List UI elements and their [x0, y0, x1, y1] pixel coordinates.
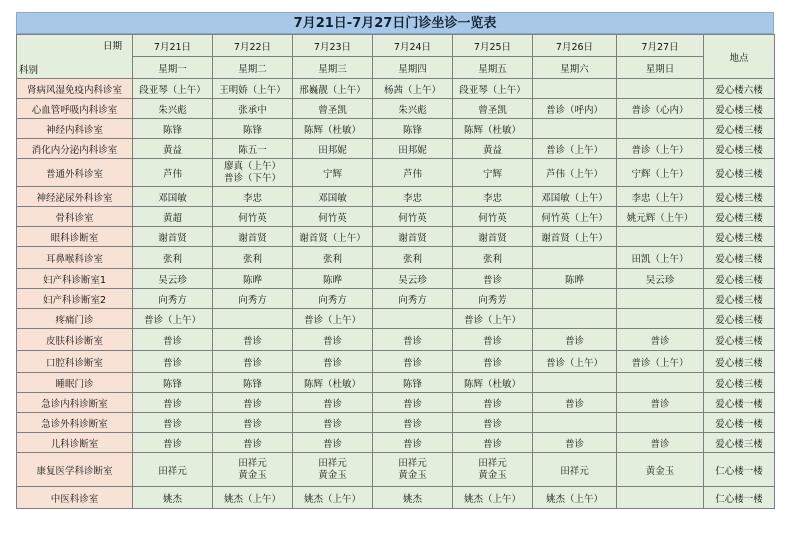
schedule-cell — [533, 247, 617, 269]
schedule-line: 黄金玉 — [478, 469, 507, 481]
schedule-cell: 田邦妮 — [373, 139, 453, 159]
schedule-cell: 邓国敏（上午） — [533, 187, 617, 207]
schedule-line: 田祥元 — [318, 457, 347, 469]
schedule-cell: 陈五一 — [213, 139, 293, 159]
schedule-cell: 朱兴彪 — [373, 99, 453, 119]
table-row — [17, 373, 775, 393]
location-cell: 爱心楼三楼 — [704, 187, 775, 207]
department-name: 消化内分泌内科诊室 — [17, 139, 133, 159]
schedule-cell: 陈辉（杜敏） — [453, 119, 533, 139]
department-name: 普通外科诊室 — [17, 159, 133, 187]
schedule-cell: 姚杰（上午） — [453, 487, 533, 509]
schedule-cell — [373, 453, 453, 487]
schedule-cell — [617, 413, 704, 433]
table-row — [17, 247, 775, 269]
department-name: 皮肤科诊断室 — [17, 329, 133, 351]
schedule-cell: 普诊 — [293, 351, 373, 373]
department-name: 中医科诊室 — [17, 487, 133, 509]
sheet-title: 7月21日-7月27日门诊坐诊一览表 — [16, 12, 774, 34]
schedule-cell — [617, 79, 704, 99]
schedule-cell: 普诊 — [373, 413, 453, 433]
schedule-cell: 普诊（心内） — [617, 99, 704, 119]
schedule-cell: 普诊（上午） — [533, 351, 617, 373]
schedule-cell: 姚杰 — [133, 487, 213, 509]
schedule-line: 田祥元 — [238, 457, 267, 469]
schedule-cell: 邢巍靓（上午） — [293, 79, 373, 99]
schedule-cell: 曾圣凯 — [453, 99, 533, 119]
department-name: 儿科诊断室 — [17, 433, 133, 453]
schedule-cell: 陈锋 — [213, 119, 293, 139]
schedule-cell: 段亚琴（上午） — [453, 79, 533, 99]
schedule-cell: 普诊 — [453, 413, 533, 433]
schedule-cell: 普诊 — [617, 433, 704, 453]
schedule-cell: 张利 — [453, 247, 533, 269]
schedule-cell: 陈晔 — [213, 269, 293, 289]
schedule-cell: 普诊 — [133, 329, 213, 351]
location-cell: 爱心楼三楼 — [704, 99, 775, 119]
schedule-cell: 普诊（上午） — [293, 309, 373, 329]
table-row — [17, 351, 775, 373]
header-date: 7月26日 — [533, 35, 617, 57]
schedule-line: 廖真（上午） — [223, 160, 281, 172]
schedule-line: 黄金玉 — [398, 469, 427, 481]
schedule-cell — [293, 453, 373, 487]
table-row — [17, 79, 775, 99]
schedule-cell: 芦伟 — [133, 159, 213, 187]
schedule-cell: 普诊 — [533, 433, 617, 453]
schedule-cell: 普诊 — [453, 433, 533, 453]
location-cell: 爱心楼三楼 — [704, 119, 775, 139]
table-row — [17, 433, 775, 453]
schedule-cell — [533, 309, 617, 329]
header-date: 7月27日 — [617, 35, 704, 57]
header-date: 7月24日 — [373, 35, 453, 57]
location-cell: 爱心楼三楼 — [704, 247, 775, 269]
schedule-cell: 谢首贤 — [373, 227, 453, 247]
schedule-cell: 向秀方 — [133, 289, 213, 309]
schedule-cell: 普诊（上午） — [533, 139, 617, 159]
schedule-cell — [533, 413, 617, 433]
schedule-cell — [533, 289, 617, 309]
schedule-cell: 何竹英 — [453, 207, 533, 227]
location-cell: 爱心楼三楼 — [704, 373, 775, 393]
schedule-cell: 普诊 — [373, 329, 453, 351]
schedule-cell: 普诊 — [373, 393, 453, 413]
schedule-cell: 普诊 — [453, 329, 533, 351]
department-name: 神经泌尿外科诊室 — [17, 187, 133, 207]
schedule-cell: 王明娇（上午） — [213, 79, 293, 99]
schedule-cell: 向秀方 — [373, 289, 453, 309]
schedule-cell: 陈辉（杜敏） — [453, 373, 533, 393]
schedule-cell: 普诊 — [133, 351, 213, 373]
schedule-cell: 普诊（呼内） — [533, 99, 617, 119]
schedule-cell: 张利 — [213, 247, 293, 269]
location-cell: 爱心楼三楼 — [704, 139, 775, 159]
location-cell: 爱心楼三楼 — [704, 207, 775, 227]
schedule-cell: 普诊 — [373, 351, 453, 373]
schedule-cell: 吴云珍 — [617, 269, 704, 289]
schedule-cell: 普诊（上午） — [617, 351, 704, 373]
schedule-cell — [617, 119, 704, 139]
schedule-table — [16, 34, 775, 509]
schedule-cell: 田祥元 — [533, 453, 617, 487]
header-location: 地点 — [704, 35, 775, 79]
department-name: 妇产科诊断室1 — [17, 269, 133, 289]
table-row — [17, 139, 775, 159]
schedule-cell: 陈锋 — [373, 119, 453, 139]
schedule-cell: 黄超 — [133, 207, 213, 227]
schedule-line: 普诊（下午） — [223, 172, 281, 184]
schedule-cell: 张利 — [293, 247, 373, 269]
department-name: 神经内科诊室 — [17, 119, 133, 139]
location-cell: 爱心楼一楼 — [704, 393, 775, 413]
schedule-cell: 宁辉 — [293, 159, 373, 187]
schedule-cell: 普诊 — [213, 433, 293, 453]
header-corner — [17, 35, 133, 79]
location-cell: 爱心楼三楼 — [704, 159, 775, 187]
schedule-cell: 何竹英 — [293, 207, 373, 227]
table-row — [17, 159, 775, 187]
schedule-cell: 田祥元 — [133, 453, 213, 487]
schedule-cell: 黄金玉 — [617, 453, 704, 487]
schedule-cell — [533, 373, 617, 393]
schedule-cell: 张利 — [133, 247, 213, 269]
schedule-cell: 普诊 — [373, 433, 453, 453]
table-row — [17, 227, 775, 247]
table-row — [17, 119, 775, 139]
location-cell: 爱心楼三楼 — [704, 227, 775, 247]
header-row-dates — [17, 35, 775, 57]
location-cell: 爱心楼三楼 — [704, 289, 775, 309]
schedule-cell: 陈晔 — [533, 269, 617, 289]
schedule-cell: 张利 — [373, 247, 453, 269]
schedule-cell: 陈晔 — [293, 269, 373, 289]
schedule-cell — [533, 119, 617, 139]
department-name: 眼科诊断室 — [17, 227, 133, 247]
schedule-cell: 普诊 — [133, 393, 213, 413]
schedule-cell: 普诊 — [293, 393, 373, 413]
schedule-cell: 普诊 — [133, 413, 213, 433]
header-weekday: 星期六 — [533, 57, 617, 79]
schedule-cell: 邓国敏 — [293, 187, 373, 207]
header-date: 7月22日 — [213, 35, 293, 57]
schedule-cell — [617, 227, 704, 247]
location-cell: 仁心楼一楼 — [704, 487, 775, 509]
schedule-cell: 何竹英（上午） — [533, 207, 617, 227]
table-row — [17, 413, 775, 433]
corner-date-label: 日期 — [102, 41, 122, 52]
schedule-cell: 普诊 — [213, 329, 293, 351]
schedule-cell: 普诊 — [453, 269, 533, 289]
schedule-sheet — [16, 12, 774, 509]
schedule-cell: 普诊 — [293, 433, 373, 453]
schedule-cell: 普诊（上午） — [453, 309, 533, 329]
schedule-cell: 普诊（上午） — [617, 139, 704, 159]
header-weekday: 星期五 — [453, 57, 533, 79]
location-cell: 仁心楼一楼 — [704, 453, 775, 487]
department-name: 骨科诊室 — [17, 207, 133, 227]
schedule-cell: 张承中 — [213, 99, 293, 119]
schedule-cell: 吴云珍 — [373, 269, 453, 289]
schedule-line: 田祥元 — [478, 457, 507, 469]
schedule-cell — [453, 453, 533, 487]
schedule-cell: 曾圣凯 — [293, 99, 373, 119]
schedule-cell: 普诊 — [213, 413, 293, 433]
schedule-cell — [533, 79, 617, 99]
schedule-cell: 姚元辉（上午） — [617, 207, 704, 227]
schedule-cell: 陈锋 — [213, 373, 293, 393]
schedule-cell: 普诊 — [533, 393, 617, 413]
schedule-cell: 李忠（上午） — [617, 187, 704, 207]
schedule-cell: 邓国敏 — [133, 187, 213, 207]
schedule-cell: 田凯（上午） — [617, 247, 704, 269]
department-name: 耳鼻喉科诊室 — [17, 247, 133, 269]
header-date: 7月21日 — [133, 35, 213, 57]
table-row — [17, 487, 775, 509]
department-name: 肾病风湿免疫内科诊室 — [17, 79, 133, 99]
schedule-cell: 陈锋 — [373, 373, 453, 393]
table-row — [17, 289, 775, 309]
schedule-line: 田祥元 — [398, 457, 427, 469]
schedule-cell: 普诊 — [133, 433, 213, 453]
schedule-cell: 姚杰 — [373, 487, 453, 509]
schedule-cell: 普诊 — [617, 329, 704, 351]
department-name: 康复医学科诊断室 — [17, 453, 133, 487]
schedule-cell: 陈辉（杜敏） — [293, 373, 373, 393]
schedule-cell — [213, 309, 293, 329]
header-weekday: 星期一 — [133, 57, 213, 79]
schedule-cell: 普诊 — [617, 393, 704, 413]
schedule-cell: 普诊 — [453, 393, 533, 413]
schedule-cell: 普诊 — [213, 351, 293, 373]
schedule-cell: 李忠 — [373, 187, 453, 207]
schedule-cell — [617, 289, 704, 309]
location-cell: 爱心楼六楼 — [704, 79, 775, 99]
department-name: 睡眠门诊 — [17, 373, 133, 393]
location-cell: 爱心楼三楼 — [704, 269, 775, 289]
table-row — [17, 269, 775, 289]
schedule-cell: 向秀方 — [293, 289, 373, 309]
department-name: 心血管呼吸内科诊室 — [17, 99, 133, 119]
table-row — [17, 309, 775, 329]
schedule-cell — [213, 159, 293, 187]
schedule-cell: 吴云珍 — [133, 269, 213, 289]
schedule-line: 黄金玉 — [238, 469, 267, 481]
department-name: 口腔科诊断室 — [17, 351, 133, 373]
schedule-cell — [617, 309, 704, 329]
department-name: 急诊内科诊断室 — [17, 393, 133, 413]
schedule-cell — [213, 453, 293, 487]
schedule-cell: 向秀芳 — [453, 289, 533, 309]
header-weekday: 星期二 — [213, 57, 293, 79]
table-row — [17, 329, 775, 351]
schedule-cell: 陈锋 — [133, 119, 213, 139]
department-name: 急诊外科诊断室 — [17, 413, 133, 433]
schedule-cell: 谢首贤（上午） — [533, 227, 617, 247]
schedule-cell: 普诊 — [533, 329, 617, 351]
location-cell: 爱心楼三楼 — [704, 351, 775, 373]
department-name: 疼痛门诊 — [17, 309, 133, 329]
schedule-cell: 普诊（上午） — [133, 309, 213, 329]
schedule-cell: 向秀方 — [213, 289, 293, 309]
schedule-cell: 谢首贤 — [453, 227, 533, 247]
schedule-cell: 宁辉 — [453, 159, 533, 187]
schedule-cell: 陈辉（杜敏） — [293, 119, 373, 139]
table-row — [17, 393, 775, 413]
schedule-cell: 段亚琴（上午） — [133, 79, 213, 99]
corner-dept-label: 科别 — [19, 65, 39, 76]
table-row — [17, 187, 775, 207]
schedule-cell: 何竹英 — [213, 207, 293, 227]
table-row — [17, 453, 775, 487]
schedule-cell: 黄益 — [453, 139, 533, 159]
schedule-cell: 普诊 — [293, 329, 373, 351]
schedule-cell: 谢首贤 — [213, 227, 293, 247]
location-cell: 爱心楼三楼 — [704, 433, 775, 453]
schedule-cell: 姚杰（上午） — [533, 487, 617, 509]
header-date: 7月23日 — [293, 35, 373, 57]
schedule-cell — [373, 309, 453, 329]
header-date: 7月25日 — [453, 35, 533, 57]
schedule-cell: 姚杰（上午） — [213, 487, 293, 509]
schedule-cell — [617, 487, 704, 509]
schedule-cell: 李忠 — [453, 187, 533, 207]
schedule-cell: 谢首贤（上午） — [293, 227, 373, 247]
department-name: 妇产科诊断室2 — [17, 289, 133, 309]
schedule-cell: 芦伟（上午） — [533, 159, 617, 187]
schedule-cell: 陈锋 — [133, 373, 213, 393]
schedule-cell: 李忠 — [213, 187, 293, 207]
schedule-cell: 谢首贤 — [133, 227, 213, 247]
schedule-cell: 朱兴彪 — [133, 99, 213, 119]
header-weekday: 星期三 — [293, 57, 373, 79]
location-cell: 爱心楼三楼 — [704, 309, 775, 329]
schedule-cell: 杨茜（上午） — [373, 79, 453, 99]
schedule-cell: 宁辉（上午） — [617, 159, 704, 187]
schedule-line: 黄金玉 — [318, 469, 347, 481]
schedule-cell: 普诊 — [293, 413, 373, 433]
schedule-cell: 姚杰（上午） — [293, 487, 373, 509]
schedule-cell: 田邦妮 — [293, 139, 373, 159]
table-row — [17, 207, 775, 227]
schedule-cell: 黄益 — [133, 139, 213, 159]
location-cell: 爱心楼一楼 — [704, 413, 775, 433]
header-weekday: 星期日 — [617, 57, 704, 79]
schedule-cell: 芦伟 — [373, 159, 453, 187]
schedule-cell: 普诊 — [213, 393, 293, 413]
header-weekday: 星期四 — [373, 57, 453, 79]
table-row — [17, 99, 775, 119]
schedule-cell — [617, 373, 704, 393]
schedule-cell: 普诊 — [453, 351, 533, 373]
location-cell: 爱心楼三楼 — [704, 329, 775, 351]
schedule-cell: 何竹英 — [373, 207, 453, 227]
